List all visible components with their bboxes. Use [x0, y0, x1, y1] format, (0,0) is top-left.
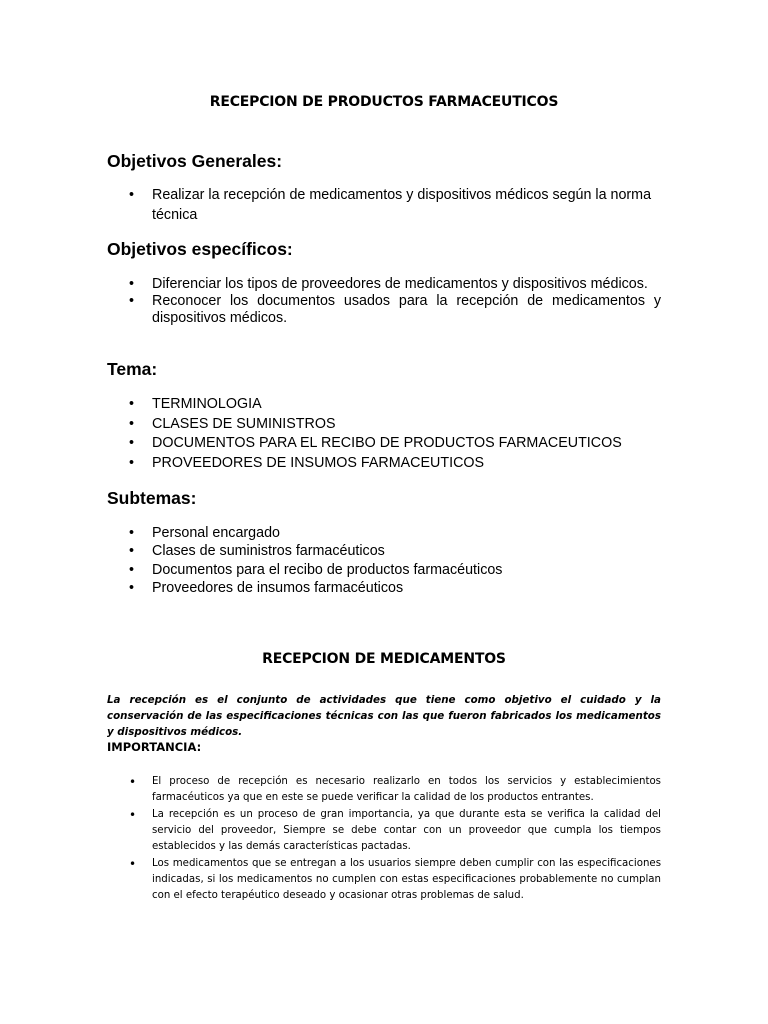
list-item: • Documentos para el recibo de productos farmacéuticos: [107, 561, 661, 579]
list-importancia: [107, 774, 661, 905]
list-item: • TERMINOLOGIA: [107, 395, 661, 415]
list-subtemas: [107, 524, 661, 597]
list-item: • Personal encargado: [107, 524, 661, 542]
list-item: • CLASES DE SUMINISTROS: [107, 415, 661, 435]
importancia-label: IMPORTANCIA:: [107, 740, 202, 754]
list-item: • Los medicamentos que se entregan a los usuarios siempre deben cumplir con las especificaciones indicadas, si los medicamentos no cumplen con estas especificaciones probablemente no cumplan con el efecto terapéutico deseado y ocasionar otras problemas de salud.: [107, 856, 661, 905]
heading-tema: Tema:: [107, 359, 158, 379]
list-item: • PROVEEDORES DE INSUMOS FARMACEUTICOS: [107, 454, 661, 474]
list-tema: [107, 395, 661, 473]
list-item: • La recepción es un proceso de gran importancia, ya que durante esta se verifica la calidad del servicio del proveedor, Siempre se debe contar con un proveedor que cumpla los tiempos establecidos y las demás características pactadas.: [107, 807, 661, 856]
heading-objetivos-especificos: Objetivos específicos:: [107, 239, 293, 259]
list-objetivos-especificos: [107, 276, 661, 327]
list-item: • Realizar la recepción de medicamentos y dispositivos médicos según la norma técnica: [107, 186, 661, 225]
list-item: • Reconocer los documentos usados para la recepción de medicamentos y dispositivos médicos.: [107, 293, 661, 327]
list-item: • Diferenciar los tipos de proveedores de medicamentos y dispositivos médicos.: [107, 276, 661, 293]
list-objetivos-generales: [107, 186, 661, 225]
heading-subtemas: Subtemas:: [107, 488, 197, 508]
list-item: • Proveedores de insumos farmacéuticos: [107, 579, 661, 597]
list-item: • Clases de suministros farmacéuticos: [107, 542, 661, 560]
heading-objetivos-generales: Objetivos Generales:: [107, 151, 283, 171]
intro-paragraph: La recepción es el conjunto de actividades que tiene como objetivo el cuidado y la conservación de las especificaciones técnicas con las que fueron fabricados los medicamentos y dispositivos médicos.: [107, 694, 661, 738]
list-item: • DOCUMENTOS PARA EL RECIBO DE PRODUCTOS FARMACEUTICOS: [107, 434, 661, 454]
list-item: • El proceso de recepción es necesario realizarlo en todos los servicios y establecimientos farmacéuticos ya que en este se puede verificar la calidad de los productos entrantes.: [107, 774, 661, 806]
document-title: RECEPCION DE PRODUCTOS FARMACEUTICOS: [209, 94, 559, 110]
section-title-recepcion-medicamentos: RECEPCION DE MEDICAMENTOS: [262, 651, 506, 667]
